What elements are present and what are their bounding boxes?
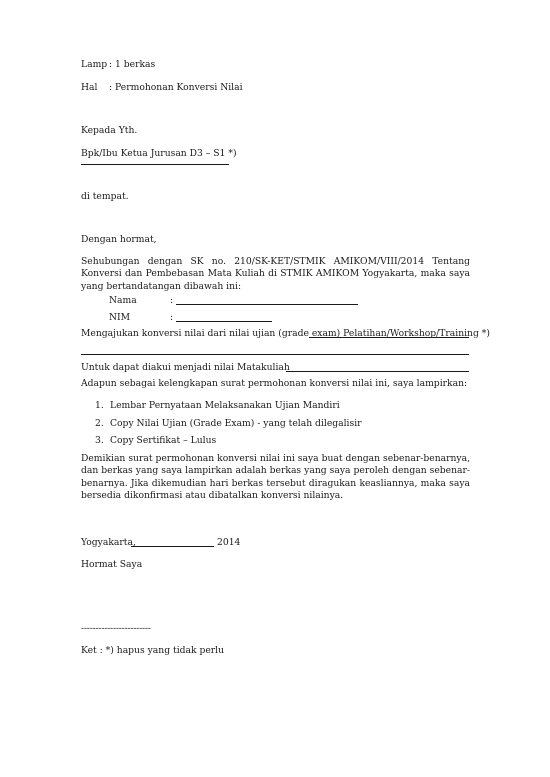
greeting: Dengan hormat, (81, 234, 157, 245)
attachment-item: Lembar Pernyataan Melaksanakan Ujian Mandiri (110, 400, 340, 411)
matakuliah-line: Untuk dapat diakui menjadi nilai Matakuliah (81, 362, 290, 373)
place: di tempat. (81, 191, 129, 202)
training-blank-line (309, 337, 469, 338)
kepada-yth: Kepada Yth. (81, 125, 138, 136)
signature-dashes: ------------------------ (81, 623, 151, 634)
section-rule (81, 354, 469, 355)
field-sep-nim: : (170, 312, 174, 323)
attachment-num: 1. (95, 400, 104, 411)
field-label-nim: NIM (109, 312, 131, 323)
intro-paragraph: Sehubungan dengan SK no. 210/SK-KET/STMIK AMIKOM/VIII/2014 Tentang Konversi dan Pembebasan Mata Kuliah di STMIK AMIKOM Yogyakarta, maka saya yang bertandatangan dibawah ini: (81, 256, 470, 292)
date-blank-line (131, 546, 214, 547)
city-label: Yogyakarta, (81, 537, 136, 548)
attachment-num: 2. (95, 418, 104, 429)
attachment-num: 3. (95, 435, 104, 446)
lamp-label: Lamp (81, 59, 108, 70)
year-label: 2014 (217, 537, 241, 548)
attachment-item: Copy Nilai Ujian (Grade Exam) - yang telah dilegalisir (110, 418, 362, 429)
nim-blank-line (176, 321, 272, 322)
hal-value: : Permohonan Konversi Nilai (109, 82, 243, 93)
hormat-saya: Hormat Saya (81, 559, 143, 570)
field-sep-nama: : (170, 295, 174, 306)
matakuliah-blank-line (286, 371, 469, 372)
request-line: Mengajukan konversi nilai dari nilai ujian (grade exam) Pelatihan/Workshop/Training *) (81, 328, 490, 339)
nama-blank-line (176, 304, 358, 305)
hal-label: Hal (81, 82, 98, 93)
field-label-nama: Nama (109, 295, 137, 306)
closing-paragraph: Demikian surat permohonan konversi nilai ini saya buat dengan sebenar-benarnya, dan berkas yang saya lampirkan adalah berkas yang saya peroleh dengan sebenar-benarnya. Jika dikemudian hari berkas tersebut diragukan keasliannya, maka saya bersedia dikonfirmasi atau dibatalkan konversi nilainya. (81, 453, 470, 502)
addressee: Bpk/Ibu Ketua Jurusan D3 – S1 *) (81, 148, 237, 159)
addressee-blank-line (81, 164, 229, 165)
attachment-item: Copy Sertifikat – Lulus (110, 435, 217, 446)
footnote: Ket : *) hapus yang tidak perlu (81, 645, 225, 656)
attachments-intro: Adapun sebagai kelengkapan surat permohonan konversi nilai ini, saya lampirkan: (81, 378, 468, 389)
lamp-value: : 1 berkas (109, 59, 156, 70)
